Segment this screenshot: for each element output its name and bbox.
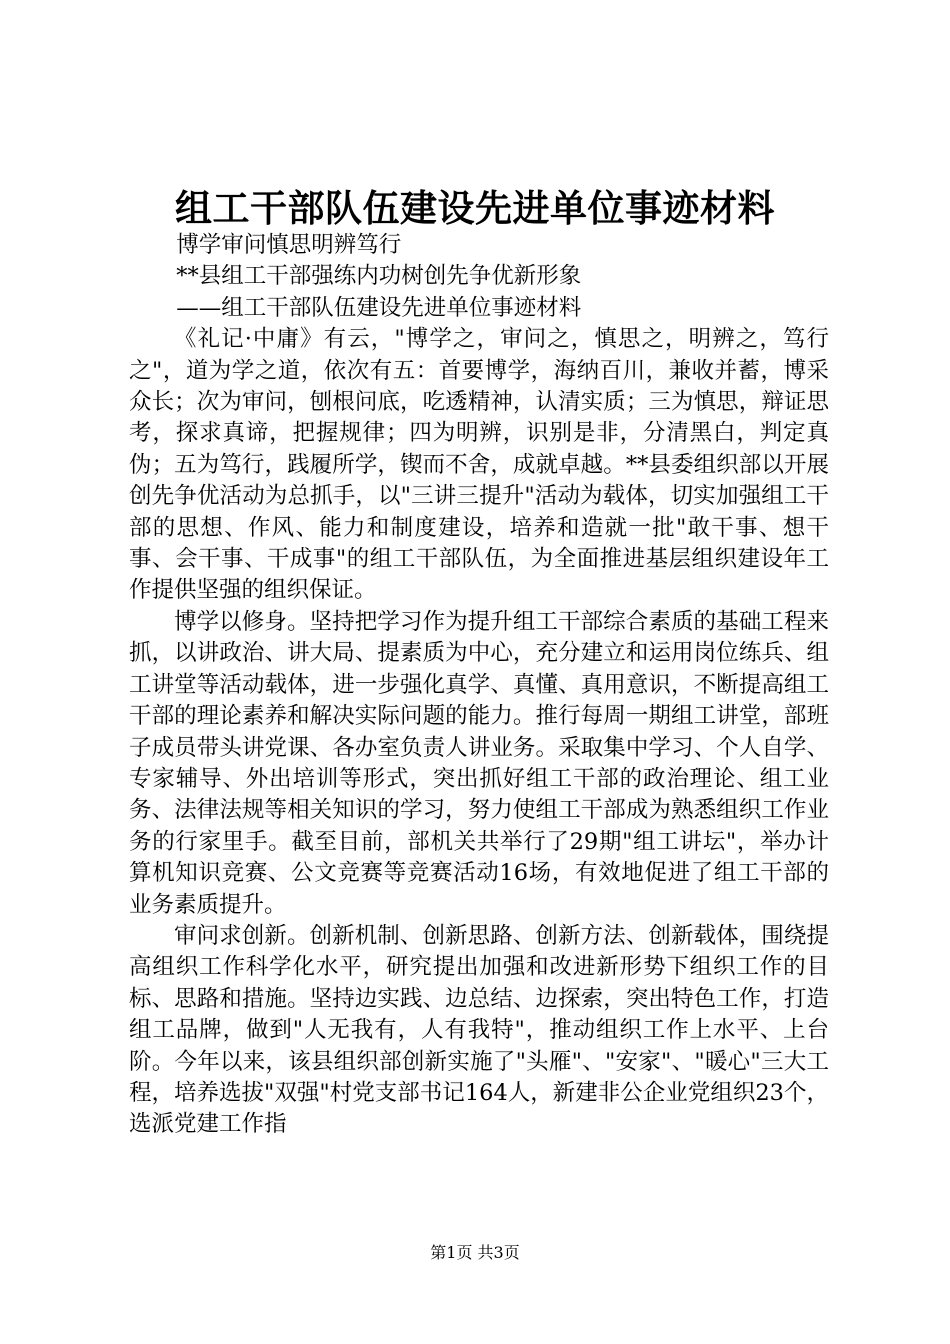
body-paragraph: 审问求创新。创新机制、创新思路、创新方法、创新载体，围绕提高组织工作科学化水平，研究提出加强和改进新形势下组织工作的目标、思路和措施。坚持边实践、边总结、边探索，突出特色工作，打造组工品牌，做到"人无我有，人有我特"，推动组织工作上水平、上台阶。今年以来，该县组织部创新实施了"头雁"、"安家"、"暖心"三大工程，培养选拔"双强"村党支部书记164人，新建非公企业党组织23个，选派党建工作指 [129,922,829,1138]
document-title: 组工干部队伍建设先进单位事迹材料 [175,186,775,230]
document-body [129,230,829,1141]
body-paragraph: 《礼记·中庸》有云，"博学之，审问之，慎思之，明辨之，笃行之"，道为学之道，依次有五：首要博学，海纳百川，兼收并蓄，博采众长；次为审问，刨根问底，吃透精神，认清实质；三为慎思，辩证思考，探求真谛，把握规律；四为明辨，识别是非，分清黑白，判定真伪；五为笃行，践履所学，锲而不舍，成就卓越。**县委组织部以开展创先争优活动为总抓手，以"三讲三提升"活动为载体，切实加强组工干部的思想、作风、能力和制度建设，培养和造就一批"敢干事、想干事、会干事、干成事"的组工干部队伍，为全面推进基层组织建设年工作提供坚强的组织保证。 [129,326,829,604]
page-footer: 第1页 共3页 [430,1243,520,1262]
body-paragraph: 博学以修身。坚持把学习作为提升组工干部综合素质的基础工程来抓，以讲政治、讲大局、提素质为中心，充分建立和运用岗位练兵、组工讲堂等活动载体，进一步强化真学、真懂、真用意识，不断提高组工干部的理论素养和解决实际问题的能力。推行每周一期组工讲堂，部班子成员带头讲党课、各办室负责人讲业务。采取集中学习、个人自学、专家辅导、外出培训等形式，突出抓好组工干部的政治理论、组工业务、法律法规等相关知识的学习，努力使组工干部成为熟悉组织工作业务的行家里手。截至目前，部机关共举行了29期"组工讲坛"，举办计算机知识竞赛、公文竞赛等竞赛活动16场，有效地促进了组工干部的业务素质提升。 [129,608,829,918]
subtitle-line: 博学审问慎思明辨笃行 [176,232,402,258]
subtitle-line: ——组工干部队伍建设先进单位事迹材料 [176,294,582,321]
subtitle-line: **县组工干部强练内功树创先争优新形象 [176,263,582,290]
